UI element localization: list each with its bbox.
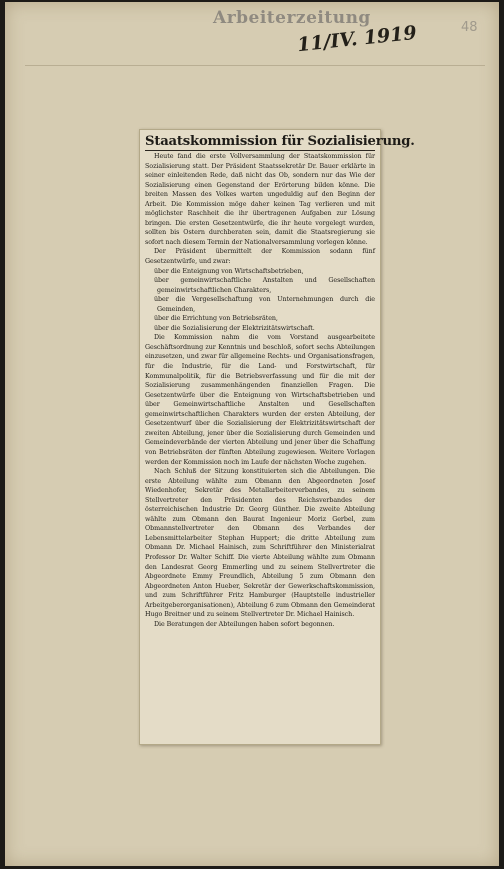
paragraph-sections: Nach Schluß der Sitzung konstituierten sich die Abteilungen. Die erste Abteilung wählte zum Obmann den Abgeordneten Josef Wiedenhofer, Sekretär des Metallarbeiterverbandes, zu seinem Stellvertreter den Präsidenten des Reichsverbandes der österreichischen Industrie Dr. Georg Günther. Die zweite Abteilung wählte zum Obmann den Baurat Ingenieur Moriz Gerbel, zum Obmannstellvertreter den Obmann des Verbandes der Lebensmittelarbeiter Stephan Huppert; die dritte Abteilung zum Obmann Dr. Michael Hainisch, zum Schriftführer den Ministerialrat Professor Dr. Walter Schiff. Die vierte Abteilung wählte zum Obmann den Landesrat Georg Emmerling und zu seinem Stellvertreter die Abgeordnete Emmy Freundlich, Abteilung 5 zum Obmann den Abgeordneten Anton Hueber, Sekretär der Gewerkschaftskommission, und zum Schriftführer Fritz Hamburger (Hauptstelle industrieller Arbeitgeberorganisationen), Abteilung 6 zum Obmann den Gemeinderat Hugo Breitner und zu seinem Stellvertreter Dr. Michael Hainisch. — [145, 468, 375, 619]
article-headline: Staatskommission für Sozialisierung. — [145, 134, 415, 149]
paragraph-drafts-lead: Der Präsident übermittelt der Kommission sodann fünf Gesetzentwürfe, und zwar: — [145, 248, 375, 266]
page-number: 48 — [461, 20, 478, 35]
draft-item: über gemeinwirtschaftliche Anstalten und Gesellschaften gemeinwirtschaftlichen Charakters, — [154, 277, 375, 294]
paragraph-rules: Die Kommission nahm die vom Vorstand ausgearbeitete Geschäftsordnung zur Kenntnis und beschloß, sofort sechs Abteilungen einzusetzen, und zwar für allgemeine Rechts- und Organisationsfragen, für die Industrie, für die Land- und Forstwirtschaft, für Kommunalpolitik, für die Betriebsverfassung und für die mit der Sozialisierung zusammenhängenden finanziellen Fragen. Die Gesetzentwürfe über die Enteignung von Wirtschaftsbetrieben und über Gemeinwirtschaftliche Anstalten und Gesellschaften gemeinwirtschaftlichen Charakters wurden der ersten Abteilung, der Gesetzentwurf über die Sozialisierung der Elektrizitätswirtschaft der zweiten Abteilung, jener über die Sozialisierung durch Gemeinden und Gemeindeverbände der vierten Abteilung und jener über die Schaffung von Betriebsräten der fünften Abteilung zugewiesen. Weitere Vorlagen werden der Kommission noch im Laufe der nächsten Woche zugehen. — [145, 334, 375, 466]
article-body — [145, 152, 375, 629]
handwritten-date: 11/IV. 1919 — [296, 21, 418, 57]
paragraph-intro: Heute fand die erste Vollversammlung der Staatskommission für Sozialisierung statt. Der Präsident Staatssekretär Dr. Bauer erklärte in seiner einleitenden Rede, daß nicht das Ob, sondern nur das Wie der Sozialisierung einen Gegenstand der Erörterung bilden könne. Die breiten Massen des Volkes warten ungeduldig auf den Beginn der Arbeit. Die Kommission möge daher keinen Tag verlieren und mit möglichster Raschheit die ihr übertragenen Aufgaben zur Lösung bringen. Die ersten Gesetzentwürfe, die ihr heute vorgelegt wurden, sollten bis Ostern durchberaten sein, damit die Staatsregierung sie sofort nach diesem Termin der Nationalversammlung vorlegen könne. — [145, 153, 375, 246]
draft-item: über die Vergesellschaftung von Unternehmungen durch die Gemeinden, — [154, 296, 375, 313]
draft-item: über die Errichtung von Betriebsräten, — [154, 315, 278, 323]
draft-item: über die Enteignung von Wirtschaftsbetrieben, — [154, 267, 304, 275]
newspaper-clipping — [139, 129, 415, 745]
fold-line — [25, 65, 485, 66]
archive-sheet — [5, 2, 499, 866]
paragraph-closing: Die Beratungen der Abteilungen haben sofort begonnen. — [154, 620, 335, 628]
draft-item: über die Sozialisierung der Elektrizitätswirtschaft. — [154, 324, 315, 332]
newspaper-stamp: Arbeiterzeitung — [213, 8, 371, 28]
